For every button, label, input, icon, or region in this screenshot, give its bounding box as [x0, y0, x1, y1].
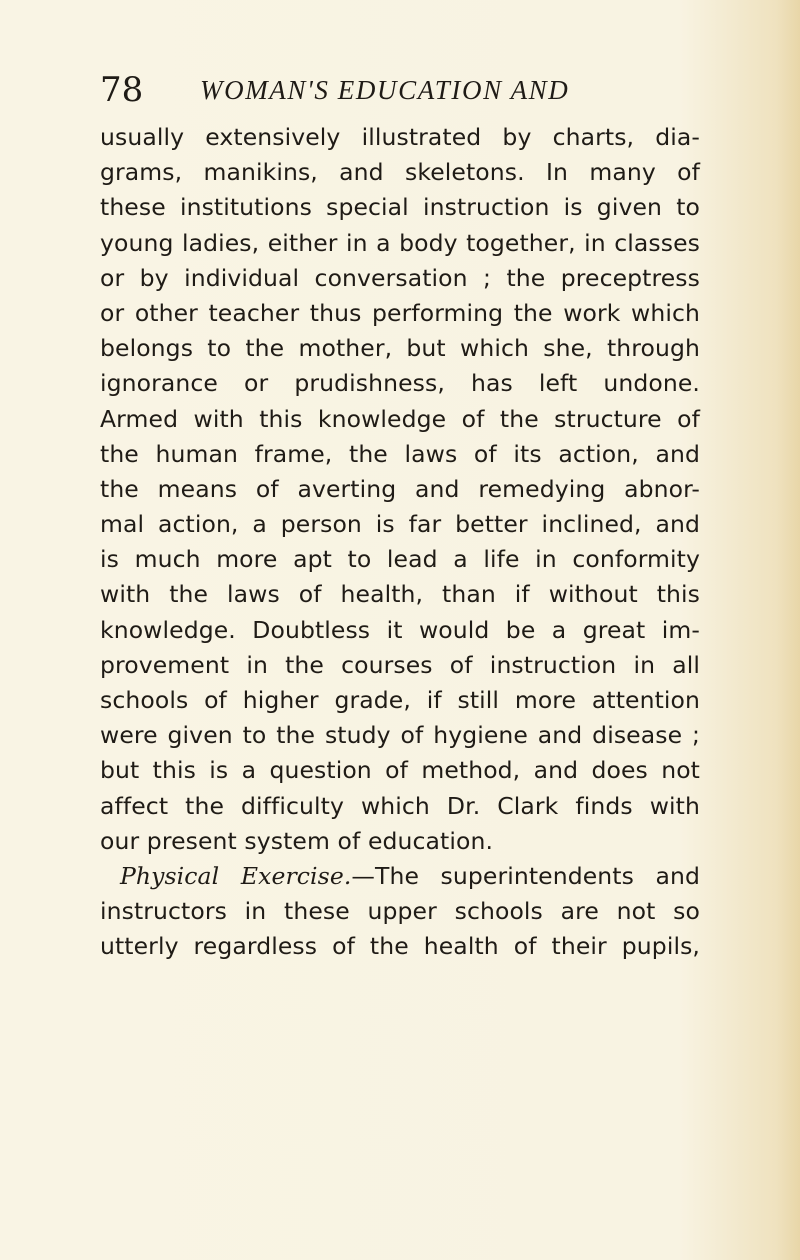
text-line: is much more apt to lead a life in conformity — [100, 545, 700, 574]
running-head: WOMAN'S EDUCATION AND — [200, 75, 570, 105]
text-line: young ladies, either in a body together, in classes — [100, 228, 700, 257]
text-line: the human frame, the laws of its action, and — [100, 439, 700, 468]
text-line: but this is a question of method, and does not — [100, 756, 700, 785]
page-header — [100, 70, 700, 110]
text-line: ignorance or prudishness, has left undone. — [100, 369, 700, 398]
text-line: provement in the courses of instruction in all — [100, 650, 700, 679]
text-line: or other teacher thus performing the work which — [100, 298, 700, 327]
text-line: mal action, a person is far better inclined, and — [100, 510, 700, 539]
page-number: 78 — [100, 70, 144, 110]
text-line: belongs to the mother, but which she, through — [100, 334, 700, 363]
text-line: schools of higher grade, if still more attention — [100, 686, 700, 714]
text-line: these institutions special instruction is given to — [100, 193, 700, 222]
text-fragment: —The superintendents and — [351, 861, 701, 890]
section-lead-italic: Physical Exercise. — [120, 861, 352, 890]
text-line: utterly regardless of the health of their pupils, — [100, 932, 700, 961]
text-line: Armed with this knowledge of the structure of — [100, 404, 700, 433]
text-line: usually extensively illustrated by charts, dia- — [100, 123, 700, 151]
body-text — [100, 120, 700, 965]
text-line: with the laws of health, than if without this — [100, 580, 700, 609]
text-line: instructors in these upper schools are not so — [100, 897, 700, 926]
text-line: affect the difficulty which Dr. Clark finds with — [100, 791, 700, 820]
text-line: or by individual conversation ; the preceptress — [100, 263, 700, 292]
text-line: knowledge. Doubtless it would be a great im- — [100, 615, 700, 644]
text-line: were given to the study of hygiene and disease ; — [100, 721, 700, 750]
text-line: grams, manikins, and skeletons. In many of — [100, 158, 700, 187]
text-line: our present system of education. — [100, 826, 494, 855]
text-line: the means of averting and remedying abnor- — [100, 474, 700, 503]
paragraph-start-line — [100, 859, 700, 894]
